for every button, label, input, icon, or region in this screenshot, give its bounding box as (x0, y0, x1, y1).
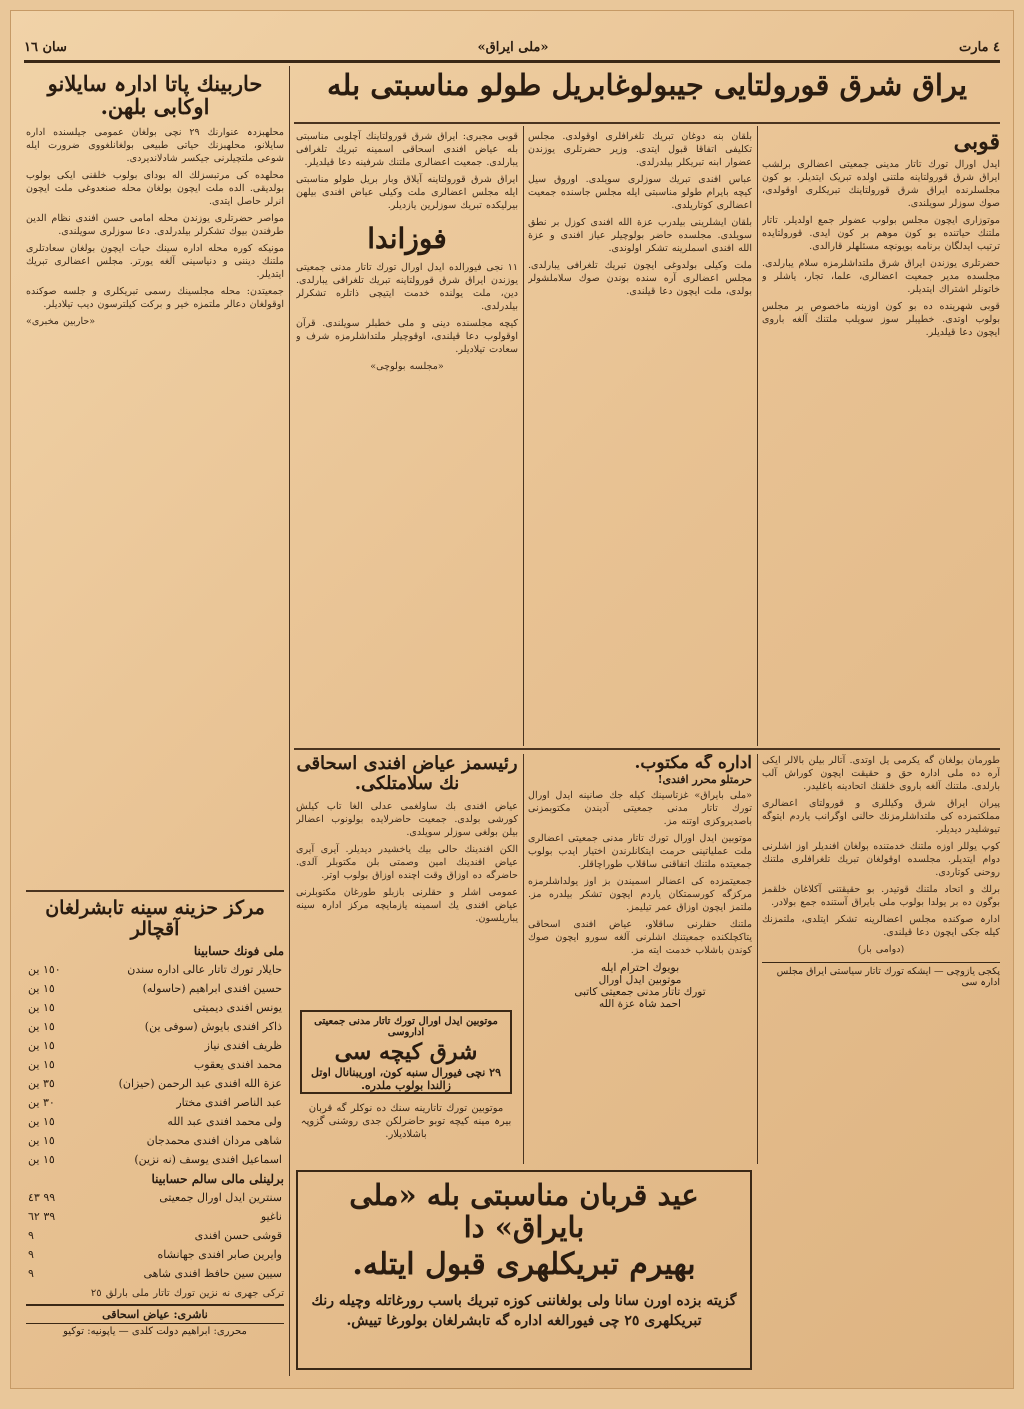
donor-name: عبد الناصر افندی مختار (176, 1095, 282, 1109)
column-rule (289, 66, 290, 1376)
aid-list-section (26, 890, 284, 1380)
continued-paragraph: برلك و اتحاد ملتنك قوتیدر. بو حقیقتنی آکلاغان خلقمز بوگون ده بر یولدا بولوب ملی بایراق آستنده جمع بولادر. (762, 884, 1000, 908)
midleft-body (296, 130, 518, 212)
donation-amount: ١٥ ین (28, 1038, 55, 1052)
column-rule (757, 754, 758, 1164)
fuzanda-paragraph: ١١ نجی فیورالده ایدل اورال تورك تاتار مدنی جمعیتی یوزندن ایراق شرق قورولتاینه تبریك تلغرافی یبارلدی. دین، ملت یولنده خدمت ایتیچی ذاتلره تشکرلر بیلدرلدی. (296, 261, 518, 312)
ishaki-headline: رئیسمز عیاض افندی اسحاقی نك سلامتلكی. (296, 754, 518, 794)
middle-paragraph: بلقان بنه دوغان تبریك تلغرافلری اوقولدی. مجلس تکلیفی اتفاقا قبول ایتدی. وزیر حضرتلری یوزندن عضوار ابنه تبریکلر بیلدرلدی. (528, 131, 752, 168)
qobi-paragraph: موتوزاری ایچون مجلس بولوب عضولر جمع اولدیلر. تاتار ملتنك حیاتنده بو کون موهم بر کون ایدی. قورولتایده ترتیب ایدلگان برنامه بویونچه مسئلهلر قارالدی. (762, 215, 1000, 253)
qobi-column (762, 130, 1000, 740)
donation-amount: ٩ (28, 1247, 34, 1261)
footnote: پکجی یازوچی — ایشکه تورك تاتار سیاستی ایراق مجلس ادارہ سی (762, 962, 1000, 988)
ishaki-paragraph: الکن افندینك حالی بیك یاخشیدر دیدیلر. آیری آیری عیاض افندینك امین وصمتی بلن مکتوبلر آلدی. حاضرگه ده اوزاق وقت اچنده اوزاق بولوب اوتر. (296, 843, 518, 881)
header-issue: سان ١٦ (24, 39, 67, 55)
harbin-paragraph: جمعیتدن: محله مجلسینك رسمی تبریکلری و جلسه صوکنده اوقولغان دعالر ملتمزه خیر و برکت کیلترسون دیب تیلادیلر. (26, 286, 284, 311)
letter-sign-2: تورك تاتار مدنی جمعیتی کاتبی (574, 985, 706, 998)
continued-signoff: (دوامی بار) (857, 944, 905, 955)
headline-rule (294, 122, 1000, 124)
ishaki-paragraph: عمومی اشلر و حقلرنی بازبلو طورغان مکتوبلرنی عیاض افندی یك اسمینه یازمایچه مرکز ادارہ سینه یباریلسون. (296, 886, 518, 924)
donor-name: سیین سین حافظ افندی شاهی (143, 1266, 282, 1280)
newspaper-page (10, 10, 1014, 1389)
letter-sign-1: موتوبین ایدل اورال (598, 973, 682, 986)
letter-body (528, 789, 752, 957)
letter-paragraph: «ملی بایراق» غزتاسینك کیله جك صانینه ایدل اورال تورك تاتار مدنی جمعیتی آدیندن مکتوبمزنی باصدیروکزی اوتنه مز. (528, 789, 752, 827)
donation-amount: ١٥ ین (28, 1133, 55, 1147)
harbin-paragraph: محلهبزدہ عنوارنك ٢٩ نچی بولغان عمومی جیلسنده اداره سایلانو، محلهبزنك حیاتی طبیعی بولغانلغووی ضرورت ایله شوعی ملتچیلرنی جیکسر شادلاندیردی. (26, 127, 284, 165)
column-rule (523, 126, 524, 746)
donor-name: عزة الله افندی عبد الرحمن (حیزان) (118, 1076, 282, 1090)
column-rule (757, 126, 758, 746)
ishaki-body (296, 800, 518, 925)
aid-row (26, 1150, 284, 1169)
donation-amount: ١٥ ین (28, 1152, 55, 1166)
letter-paragraph: موتوبین ایدل اورال تورك تاتار مدنی جمعیتی اعضالری ملت عملیاتینی حرمت ایتکانلرندن اختیار ایدب بولوب جمعیتده ملتنك اتفاقنی ساقلاب طوراچاقلر. (528, 832, 752, 870)
middle-paragraph: ملت وکیلی بولدوغی ایچون تبریك تلغرافی یبارلدی. مجلس اعضالری آره سنده بوندن صوك سلاملشولر بولدی، ملت ایچون دعا قیلندی. (528, 260, 752, 297)
donor-name: شاهی مردان افندی محمدجان (146, 1133, 282, 1147)
donation-amount: ٩ (28, 1266, 34, 1280)
donor-name: سنترین ایدل اورال جمعیتی (159, 1190, 282, 1204)
kurban-notice (300, 1102, 512, 1156)
continued-paragraph: طورمان بولغان گه یکرمی یل اوتدی. آتالر بیلن بالالر ایکی آره ده ملی ادارہ حق و حقیقت ایچون کوراش آلب بارلدی. ملتنك آلغه باروی خلقنك اتحادینه باغلیدر. (762, 755, 1000, 792)
aid-row (26, 1074, 284, 1093)
harbin-signoff: «حاربین مخبری» (26, 316, 96, 328)
page-header (24, 36, 1000, 58)
qobi-heading: قوبی (953, 130, 1000, 155)
header-rule (24, 60, 1000, 63)
harbin-column (26, 66, 284, 886)
donor-name: قوشی حسن افندی (194, 1228, 282, 1242)
harbin-paragraph: مونیکه کوره محله اداره سینك حیات ایچون بولغان سعادتلری ملتنك دیننی و دنیاسینی آلغه یورتر. مجلس اعضالری تبریك ایتدیلر. (26, 243, 284, 281)
section-rule (294, 748, 1000, 750)
qobi-paragraph: ایدل اورال تورك تاتار مدینی جمعیتی اعضالری برلشب ایراق شرق قورولتاینه ملتنی اولده تبریک ایتدیلر. بو کون مجلسلرنده ایراق شرق قورولتاینك تبریکلری اوقولدی، صوك سوزلر سویلندی. (762, 159, 1000, 210)
column-rule (523, 754, 524, 1164)
aid-row (26, 1036, 284, 1055)
donor-name: حسین افندی ابراهیم (حاسوله) (142, 981, 282, 995)
letter-section (528, 754, 752, 1164)
fuzanda-body (296, 261, 518, 373)
aid-row (26, 960, 284, 979)
harbin-paragraph: محلهده کی مرتبسزلك اله بودای بولوب خلقنی ایکی بولوب بولدیقی. الده ملت ایچون بولغان محله صنعدوغی ملت ایچون انرلر حاصل ایتدی. (26, 170, 284, 208)
editor-line: محرری: ابراهیم دولت کلدی — یاپونیه: توکیو (26, 1323, 284, 1337)
continued-column (762, 754, 1000, 1374)
aid-row (26, 1264, 284, 1283)
donation-amount: ٣٩ ٦٢ (28, 1209, 56, 1223)
donation-amount: ٩٩ ٤٣ (28, 1190, 56, 1204)
aid-table-2 (26, 1188, 284, 1283)
qobi-body (762, 158, 1000, 339)
ishaki-paragraph: عیاض افندی بك ساولغمی عدلی الغا تاب کیلش کورشی بولدی. جمعیت حاضرلایده بولونوب اعضالر بیلن بولغی سوزلر سویلدی. (296, 800, 518, 838)
header-title: «ملی ایراق» (477, 39, 549, 55)
letter-salutation: حرمتلو محرر افندی! (657, 772, 752, 786)
aid-row (26, 1093, 284, 1112)
middle-body (528, 130, 752, 298)
meeting-announcement (300, 1010, 512, 1094)
aid-row (26, 1055, 284, 1074)
letter-sign-3: احمد شاہ عزة الله (599, 997, 681, 1010)
meeting-org: موتوبین ایدل اورال تورك تاتار مدنی جمعیتی اداروسی (314, 1016, 498, 1038)
harbin-headline: حاربینك پاتا ادارہ سایلانو اوکابی بلهن. (47, 71, 263, 120)
ad-line-3: گزیته بزده اورن سانا ولی بولغاننی کوزه تبریك باسب رورغاتله وچیله رنك (311, 1292, 737, 1309)
aid-row (26, 1207, 284, 1226)
donation-amount: ١٥ ین (28, 981, 55, 995)
publisher-line: ناشری: عیاض اسحاقی (26, 1304, 284, 1321)
midleft-paragraph: قوبی مجبری: ایراق شرق قورولتاینك آچلوبی مناسبتی بله عیاض افندی اسحاقی اسمینه تبریك تلغرافی یبارلدی. جمعیت اعضالری ملتنك شرفینه دعا قیلدیلر. (296, 131, 518, 168)
donor-name: ولی محمد افندی عبد الله (167, 1114, 282, 1128)
letter-paragraph: جمعیتمزده کی اعضالر اسمیندن بز اوز یولداشلرمزه مرکزگه کورسمتکان یاردم ایچون تشکر بیلدره مز. ملتمز ایچون اوزاق عمر تیلیمز. (528, 875, 752, 913)
letter-paragraph: ملتنك حقلرنی ساقلاو، عیاض افندی اسحاقی یتاکچلکنده جمعیتنك اشلرنی آلغه سورو ایچون صوك کوندن باشلاب خدمت ایته مز. (528, 918, 752, 956)
donation-amount: ١٥ ین (28, 1057, 55, 1071)
ad-line-2: بهیرم تبریکلهری قبول ایتله. (352, 1246, 696, 1282)
aid-note: ترکی جهری نه نزین تورك تاتار ملی بارلق ٢٥ (90, 1287, 284, 1299)
ishaki-section (296, 754, 518, 1004)
donation-amount: ٩ (28, 1228, 34, 1242)
aid-row (26, 979, 284, 998)
aid-row (26, 1112, 284, 1131)
donor-name: حایلار تورك تاتار عالی اداره سندن (127, 962, 282, 976)
meeting-title: شرق کیچه سی (334, 1039, 478, 1065)
donation-amount: ١٥٠ ین (28, 962, 61, 976)
donation-amount: ١٥ ین (28, 1000, 55, 1014)
fuzanda-signoff: «مجلسه بولوچی» (370, 360, 444, 372)
qobi-paragraph: حضرتلری یوزندن ایراق شرق ملتداشلرمزه سلام یبارلدی. مجلسده مدیر جمعیت اعضالری، علما، تجار، یاشلر و خاتونلر اشتراك ایتدیلر. (762, 258, 1000, 296)
donor-name: ذاکر افندی بایوش (سوفی ین) (144, 1019, 282, 1033)
aid-headline: مرکز حزینه سینه تابشرلغان آقچالر (45, 897, 265, 940)
section-rule (26, 890, 284, 892)
kurban-ad (296, 1170, 752, 1370)
midleft-column (296, 130, 518, 740)
aid-row (26, 1017, 284, 1036)
continued-paragraph: کوپ یوللر اوزه ملتنك خدمتنده بولغان افندیلر اوز اشلرنی دوام ایتدیلر. مجلسده اوقولغان تبریك تلغرافلری ملتنك روحنی کوتاردی. (762, 841, 1000, 878)
donor-name: یونس افندی دیمیتی (193, 1000, 282, 1014)
aid-row (26, 1226, 284, 1245)
donation-amount: ١٥ ین (28, 1019, 55, 1033)
donor-name: محمد افندی یعقوب (193, 1057, 282, 1071)
donor-name: ناغیو (260, 1209, 282, 1223)
harbin-body (26, 126, 284, 328)
continued-body (762, 754, 1000, 956)
header-date: ٤ مارت (959, 39, 1000, 55)
ad-line-1: عید قربان مناسبتی بله «ملی بایراق» دا (349, 1178, 699, 1244)
middle-column (528, 130, 752, 740)
midleft-paragraph: ایراق شرق قورولتاینه آیلاق وبار بریل طولو مناسبتی ایله مجلس اعضالری ملت وکیلی عیاض افندی بیلهن بیرلیکده تبریك سوزلرین یازدیلر. (296, 174, 518, 211)
aid-row (26, 998, 284, 1017)
main-headline-area (294, 70, 1000, 122)
middle-paragraph: بلقان ایشلرینی بیلدرب عزة الله افندی کوزل بر نطق سویلدی. مجلسده حاضر بولوچیلر عیاز افندی و عزة الله افندی اسملرینه تشکر اولوندی. (528, 217, 752, 254)
donor-name: وایرین صابر افندی جهانشاه (157, 1247, 282, 1261)
donation-amount: ٣٥ ین (28, 1076, 55, 1090)
meeting-date: ٢٩ نچی فیورال سنبه کون، اوریبنانال اوتل زالندا بولوب ملدره. (311, 1066, 501, 1093)
letter-closing: بویوك احترام ایله (600, 960, 680, 974)
aid-row (26, 1245, 284, 1264)
main-headline: یراق شرق قورولتایی جیبولوغابریل طولو مناسبتی بله (326, 70, 968, 102)
donation-amount: ٣٠ ین (28, 1095, 55, 1109)
qobi-paragraph: قوبی شهرینده ده بو کون اوزینه ماخصوص بر مجلس بولوب اوتدی. خطیبلر سوز سویلب ملتنك آلغه باروی ایچون دعا قیلدیلر. (762, 301, 1000, 339)
aid-row (26, 1131, 284, 1150)
donor-name: اسماعیل افندی یوسف (نه نزین) (134, 1152, 282, 1166)
donor-name: ظریف افندی نیاز (204, 1038, 282, 1052)
fuzanda-paragraph: کیچه مجلسنده دینی و ملی خطبلر سویلندی. قرآن اوقولوب دعا قیلندی، اوقوچیلر ملتداشلرمزه شرف و سعادت تیلادیلر. (296, 317, 518, 355)
continued-paragraph: ادارہ صوکنده مجلس اعضالرینه تشکر ایتلدی، ملتمزنك کیله جکی ایچون دعا قیلندی. (762, 914, 1000, 938)
aid-subtitle-2: برلینلی مالی سالم حسابینا (151, 1171, 284, 1186)
kurban-notice-text: موتوبین تورك تاتارینه سنك ده نوکلر گه قربان بیرہ مینه کیچه توبو حاضرلکن جدی روشنی گزوپہ باشلادیلار. (300, 1103, 512, 1140)
continued-paragraph: پیران ایراق شرق وکیللری و قورولتای اعضالری مملکتمزده کی ملتداشلرمزنك حالنی اوگرانب یاردم ایتوگه تیوشلیدر دیدیلر. (762, 798, 1000, 835)
aid-row (26, 1188, 284, 1207)
harbin-paragraph: مواصر حضرتلری یوزندن محله امامی حسن افندی نظام الدین طرفندن بیوك تشکرلر بیلدرلدی. دعا سوزلری سویلندی. (26, 213, 284, 238)
fuzanda-heading: فوزاندا (367, 222, 447, 255)
ad-line-4: تبریکلهری ٢٥ چی فیورالغه اداره گه تابشرلغان بولورغا تییش. (346, 1312, 702, 1329)
aid-subtitle: ملی فونك حسابینا (193, 943, 284, 958)
donation-amount: ١٥ ین (28, 1114, 55, 1128)
aid-table (26, 960, 284, 1169)
middle-paragraph: عباس افندی تبریك سوزلری سویلدی. اوروق سیل کیچه بایرام طولو مناسبتی ایله مجلس جاسنده جمعیت اعضالری کوتاریلدی. (528, 174, 752, 211)
letter-heading: اداره گه مکتوب. (634, 754, 752, 773)
